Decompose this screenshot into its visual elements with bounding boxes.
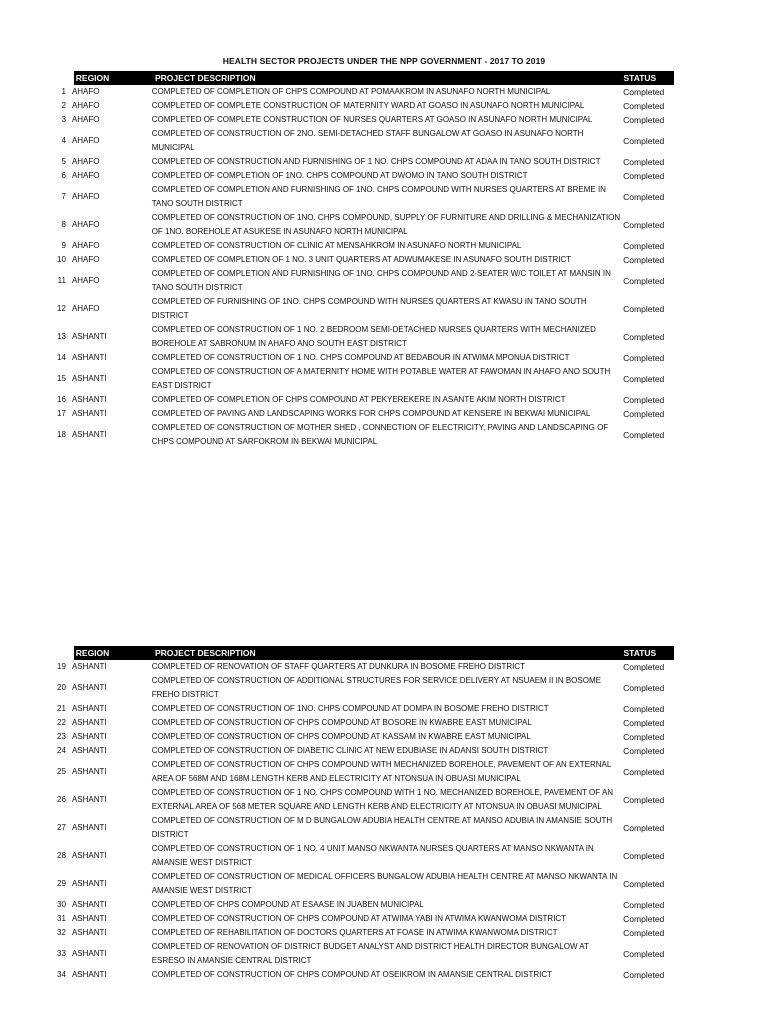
row-number: 4	[61, 136, 66, 145]
row-status: Completed	[623, 662, 665, 672]
row-region: AHAFO	[71, 192, 100, 201]
row-description: COMPLETED OF CONSTRUCTION OF M D BUNGALOW ADUBIA HEALTH CENTRE AT MANSO ADUBIA IN AMANSIE SOUTH DISTRICT	[151, 816, 613, 839]
row-status: Completed	[623, 430, 665, 440]
row-status: Completed	[623, 192, 665, 202]
table-row	[46, 85, 674, 99]
row-status: Completed	[623, 732, 665, 742]
row-status: Completed	[623, 255, 665, 265]
row-number: 19	[57, 662, 66, 671]
row-region: ASHANTI	[71, 718, 107, 727]
row-status: Completed	[623, 101, 665, 111]
row-region: ASHANTI	[71, 823, 107, 832]
header-status: STATUS	[623, 648, 657, 658]
table-row	[46, 421, 674, 449]
row-region: AHAFO	[71, 157, 100, 166]
table-row	[46, 926, 674, 940]
row-status: Completed	[623, 851, 665, 861]
row-number: 21	[57, 704, 66, 713]
header-number-cell	[46, 71, 74, 85]
row-region: ASHANTI	[71, 949, 107, 958]
row-description: COMPLETED OF CONSTRUCTION OF MOTHER SHED , CONNECTION OF ELECTRICITY, PAVING AND LANDSCAPING OF CHPS COMPOUND AT SARFOKROM IN BEKWAI MUNICIPAL	[151, 423, 609, 446]
row-region: ASHANTI	[71, 732, 107, 741]
row-number: 3	[61, 115, 66, 124]
row-number: 15	[57, 374, 66, 383]
row-number: 1	[61, 87, 66, 96]
table-row	[46, 155, 674, 169]
row-number: 18	[57, 430, 66, 439]
table-row	[46, 407, 674, 421]
row-status: Completed	[623, 823, 665, 833]
row-region: ASHANTI	[71, 409, 107, 418]
row-status: Completed	[623, 276, 665, 286]
row-number: 7	[61, 192, 66, 201]
row-description: COMPLETED OF CONSTRUCTION OF 1NO. CHPS COMPOUND, SUPPLY OF FURNITURE AND DRILLING & MECHANIZATION OF 1NO. BOREHOLE AT ASUKESE IN ASUNAFO NORTH MUNICIPAL	[151, 213, 621, 236]
table-row	[46, 113, 674, 127]
row-number: 17	[57, 409, 66, 418]
row-status: Completed	[623, 914, 665, 924]
row-description: COMPLETED OF CHPS COMPOUND AT ESAASE IN JUABEN MUNICIPAL	[151, 900, 424, 909]
table-row	[46, 267, 674, 295]
row-description: COMPLETED OF CONSTRUCTION OF CHPS COMPOUND AT OSEIKROM IN AMANSIE CENTRAL DISTRICT	[151, 970, 553, 979]
row-region: ASHANTI	[71, 430, 107, 439]
projects-table-1	[46, 71, 674, 449]
row-description: COMPLETED OF COMPLETION OF CHPS COMPOUND AT POMAAKROM IN ASUNAFO NORTH MUNICIPAL	[151, 87, 551, 96]
row-number: 25	[57, 767, 66, 776]
table-row	[46, 239, 674, 253]
row-description: COMPLETED OF REHABILITATION OF DOCTORS QUARTERS AT FOASE IN ATWIMA KWANWOMA DISTRICT	[151, 928, 558, 937]
row-region: ASHANTI	[71, 746, 107, 755]
table-row	[46, 758, 674, 786]
row-status: Completed	[623, 87, 665, 97]
row-description: COMPLETED OF CONSTRUCTION OF CHPS COMPOUND AT BOSORE IN KWABRE EAST MUNICIPAL	[151, 718, 532, 727]
row-description: COMPLETED OF COMPLETION AND FURNISHING OF 1NO. CHPS COMPOUND WITH NURSES QUARTERS AT BREME IN TANO SOUTH DISTRICT	[151, 185, 606, 208]
row-region: ASHANTI	[71, 851, 107, 860]
row-status: Completed	[623, 241, 665, 251]
row-region: ASHANTI	[71, 879, 107, 888]
row-region: AHAFO	[71, 87, 100, 96]
page-title: HEALTH SECTOR PROJECTS UNDER THE NPP GOVERNMENT - 2017 TO 2019	[222, 56, 546, 66]
row-status: Completed	[623, 767, 665, 777]
table-body	[46, 660, 674, 982]
row-number: 14	[57, 353, 66, 362]
row-number: 6	[61, 171, 66, 180]
row-region: ASHANTI	[71, 767, 107, 776]
row-region: AHAFO	[71, 171, 100, 180]
row-description: COMPLETED OF CONSTRUCTION OF ADDITIONAL STRUCTURES FOR SERVICE DELIVERY AT NSUAEM II IN BOSOME FREHO DISTRICT	[151, 676, 601, 699]
row-number: 12	[57, 304, 66, 313]
table-row	[46, 912, 674, 926]
row-region: AHAFO	[71, 115, 100, 124]
row-number: 8	[61, 220, 66, 229]
row-number: 16	[57, 395, 66, 404]
table-row	[46, 253, 674, 267]
row-status: Completed	[623, 795, 665, 805]
row-number: 10	[57, 255, 66, 264]
row-status: Completed	[623, 115, 665, 125]
row-number: 23	[57, 732, 66, 741]
row-status: Completed	[623, 746, 665, 756]
row-region: AHAFO	[71, 276, 100, 285]
row-region: AHAFO	[71, 255, 100, 264]
row-description: COMPLETED OF CONSTRUCTION OF CHPS COMPOUND AT KASSAM IN KWABRE EAST MUNICIPAL	[151, 732, 531, 741]
table-row	[46, 968, 674, 982]
row-description: COMPLETED OF COMPLETION AND FURNISHING OF 1NO. CHPS COMPOUND AND 2-SEATER W/C TOILET AT MANSIN IN TANO SOUTH DISTRICT	[151, 269, 611, 292]
row-number: 27	[57, 823, 66, 832]
row-description: COMPLETED OF CONSTRUCTION OF DIABETIC CLINIC AT NEW EDUBIASE IN ADANSI SOUTH DISTRICT	[151, 746, 549, 755]
row-region: AHAFO	[71, 101, 100, 110]
row-number: 30	[57, 900, 66, 909]
row-status: Completed	[623, 683, 665, 693]
table-row	[46, 814, 674, 842]
table-row	[46, 870, 674, 898]
table-row	[46, 295, 674, 323]
table-body	[46, 85, 674, 449]
row-description: COMPLETED OF FURNISHING OF 1NO. CHPS COMPOUND WITH NURSES QUARTERS AT KWASU IN TANO SOUTH DISTRICT	[151, 297, 587, 320]
row-number: 22	[57, 718, 66, 727]
row-description: COMPLETED OF RENOVATION OF STAFF QUARTERS AT DUNKURA IN BOSOME FREHO DISTRICT	[151, 662, 526, 671]
row-description: COMPLETED OF COMPLETION OF 1 NO. 3 UNIT QUARTERS AT ADWUMAKESE IN ASUNAFO SOUTH DISTRICT	[151, 255, 572, 264]
row-description: COMPLETED OF CONSTRUCTION AND FURNISHING OF 1 NO. CHPS COMPOUND AT ADAA IN TANO SOUTH DISTRICT	[151, 157, 601, 166]
row-number: 26	[57, 795, 66, 804]
table-row	[46, 786, 674, 814]
header-region: REGION	[75, 73, 110, 83]
table-row	[46, 127, 674, 155]
table-header	[46, 646, 674, 660]
row-number: 20	[57, 683, 66, 692]
table-row	[46, 660, 674, 674]
row-description: COMPLETED OF CONSTRUCTION OF 1 NO. 4 UNIT MANSO NKWANTA NURSES QUARTERS AT MANSO NKWANTA IN AMANSIE WEST DISTRICT	[151, 844, 594, 867]
row-number: 32	[57, 928, 66, 937]
header-description: PROJECT DESCRIPTION	[155, 648, 256, 658]
row-description: COMPLETED OF CONSTRUCTION OF 1 NO. CHPS COMPOUND AT BEDABOUR IN ATWIMA MPONUA DISTRICT	[151, 353, 570, 362]
row-description: COMPLETED OF CONSTRUCTION OF MEDICAL OFFICERS BUNGALOW ADUBIA HEALTH CENTRE AT MANSO NKWANTA IN AMANSIE WEST DISTRICT	[151, 872, 618, 895]
row-region: AHAFO	[71, 304, 100, 313]
row-description: COMPLETED OF CONSTRUCTION OF CHPS COMPOUND AT ATWIMA YABI IN ATWIMA KWANWOMA DISTRICT	[151, 914, 567, 923]
row-region: AHAFO	[71, 220, 100, 229]
row-status: Completed	[623, 970, 665, 980]
table-row	[46, 99, 674, 113]
row-region: ASHANTI	[71, 395, 107, 404]
header-number-cell	[46, 646, 74, 660]
row-status: Completed	[623, 704, 665, 714]
row-description: COMPLETED OF COMPLETION OF 1NO. CHPS COMPOUND AT DWOMO IN TANO SOUTH DISTRICT	[151, 171, 528, 180]
table-row	[46, 674, 674, 702]
table-row	[46, 393, 674, 407]
row-status: Completed	[623, 332, 665, 342]
row-description: COMPLETED OF CONSTRUCTION OF 1 NO. 2 BEDROOM SEMI-DETACHED NURSES QUARTERS WITH MECHANIZED BOREHOLE AT SABRONUM IN AHAFO ANO SOUTH EAST DISTRICT	[151, 325, 596, 348]
header-region: REGION	[75, 648, 110, 658]
table-row	[46, 842, 674, 870]
row-status: Completed	[623, 949, 665, 959]
row-region: AHAFO	[71, 136, 100, 145]
row-description: COMPLETED OF CONSTRUCTION OF 1 NO. CHPS COMPOUND WITH 1 NO. MECHANIZED BOREHOLE, PAVEMENT OF AN EXTERNAL AREA OF 568 METER SQUARE AND LENGTH KERB AND ELECTRICITY AT NTONSUA IN OBUASI MUNICIPAL	[151, 788, 614, 811]
row-description: COMPLETED OF COMPLETE CONSTRUCTION OF NURSES QUARTERS AT GOASO IN ASUNAFO NORTH MUNICIPAL	[151, 115, 593, 124]
row-region: ASHANTI	[71, 353, 107, 362]
row-region: ASHANTI	[71, 683, 107, 692]
row-region: ASHANTI	[71, 900, 107, 909]
table-row	[46, 365, 674, 393]
row-number: 11	[57, 276, 66, 285]
row-region: AHAFO	[71, 241, 100, 250]
row-status: Completed	[623, 718, 665, 728]
row-region: ASHANTI	[71, 970, 107, 979]
row-number: 28	[57, 851, 66, 860]
projects-table-2	[46, 646, 674, 982]
row-description: COMPLETED OF COMPLETE CONSTRUCTION OF MATERNITY WARD AT GOASO IN ASUNAFO NORTH MUNICIPAL	[151, 101, 585, 110]
row-number: 13	[57, 332, 66, 341]
table-header	[46, 71, 674, 85]
table-row	[46, 730, 674, 744]
table-row	[46, 744, 674, 758]
row-status: Completed	[623, 157, 665, 167]
row-number: 33	[57, 949, 66, 958]
row-region: ASHANTI	[71, 374, 107, 383]
row-region: ASHANTI	[71, 332, 107, 341]
table-row	[46, 940, 674, 968]
row-description: COMPLETED OF PAVING AND LANDSCAPING WORKS FOR CHPS COMPOUND AT KENSERE IN BEKWAI MUNICIPAL	[151, 409, 591, 418]
row-number: 29	[57, 879, 66, 888]
row-number: 2	[61, 101, 66, 110]
row-region: ASHANTI	[71, 662, 107, 671]
row-number: 34	[57, 970, 66, 979]
table-row	[46, 169, 674, 183]
row-description: COMPLETED OF CONSTRUCTION OF 1NO. CHPS COMPOUND AT DOMPA IN BOSOME FREHO DISTRICT	[151, 704, 549, 713]
row-number: 9	[61, 241, 66, 250]
row-number: 31	[57, 914, 66, 923]
row-region: ASHANTI	[71, 795, 107, 804]
table-row	[46, 351, 674, 365]
row-status: Completed	[623, 353, 665, 363]
row-region: ASHANTI	[71, 704, 107, 713]
row-status: Completed	[623, 220, 665, 230]
row-status: Completed	[623, 409, 665, 419]
row-status: Completed	[623, 879, 665, 889]
row-status: Completed	[623, 395, 665, 405]
row-description: COMPLETED OF COMPLETION OF CHPS COMPOUND AT PEKYEREKERE IN ASANTE AKIM NORTH DISTRICT	[151, 395, 566, 404]
header-status: STATUS	[623, 73, 657, 83]
table-row	[46, 323, 674, 351]
row-description: COMPLETED OF RENOVATION OF DISTRICT BUDGET ANALYST AND DISTRICT HEALTH DIRECTOR BUNGALOW AT ESRESO IN AMANSIE CENTRAL DISTRICT	[151, 942, 589, 965]
row-number: 24	[57, 746, 66, 755]
row-status: Completed	[623, 900, 665, 910]
row-description: COMPLETED OF CONSTRUCTION OF 2NO. SEMI-DETACHED STAFF BUNGALOW AT GOASO IN ASUNAFO NORTH MUNICIPAL	[151, 129, 584, 152]
row-status: Completed	[623, 928, 665, 938]
row-status: Completed	[623, 304, 665, 314]
row-description: COMPLETED OF CONSTRUCTION OF CLINIC AT MENSAHKROM IN ASUNAFO NORTH MUNICIPAL	[151, 241, 522, 250]
row-description: COMPLETED OF CONSTRUCTION OF A MATERNITY HOME WITH POTABLE WATER AT FAWOMAN IN AHAFO ANO SOUTH EAST DISTRICT	[151, 367, 611, 390]
row-status: Completed	[623, 374, 665, 384]
table-row	[46, 183, 674, 211]
row-status: Completed	[623, 171, 665, 181]
row-number: 5	[61, 157, 66, 166]
table-row	[46, 898, 674, 912]
row-region: ASHANTI	[71, 928, 107, 937]
table-row	[46, 716, 674, 730]
header-description: PROJECT DESCRIPTION	[155, 73, 256, 83]
row-description: COMPLETED OF CONSTRUCTION OF CHPS COMPOUND WITH MECHANIZED BOREHOLE, PAVEMENT OF AN EXTERNAL AREA OF 568M AND 168M LENGTH KERB AND ELECTRICITY AT NTONSUA IN OBUASI MUNICIPAL	[151, 760, 611, 783]
table-row	[46, 702, 674, 716]
row-status: Completed	[623, 136, 665, 146]
row-region: ASHANTI	[71, 914, 107, 923]
table-row	[46, 211, 674, 239]
